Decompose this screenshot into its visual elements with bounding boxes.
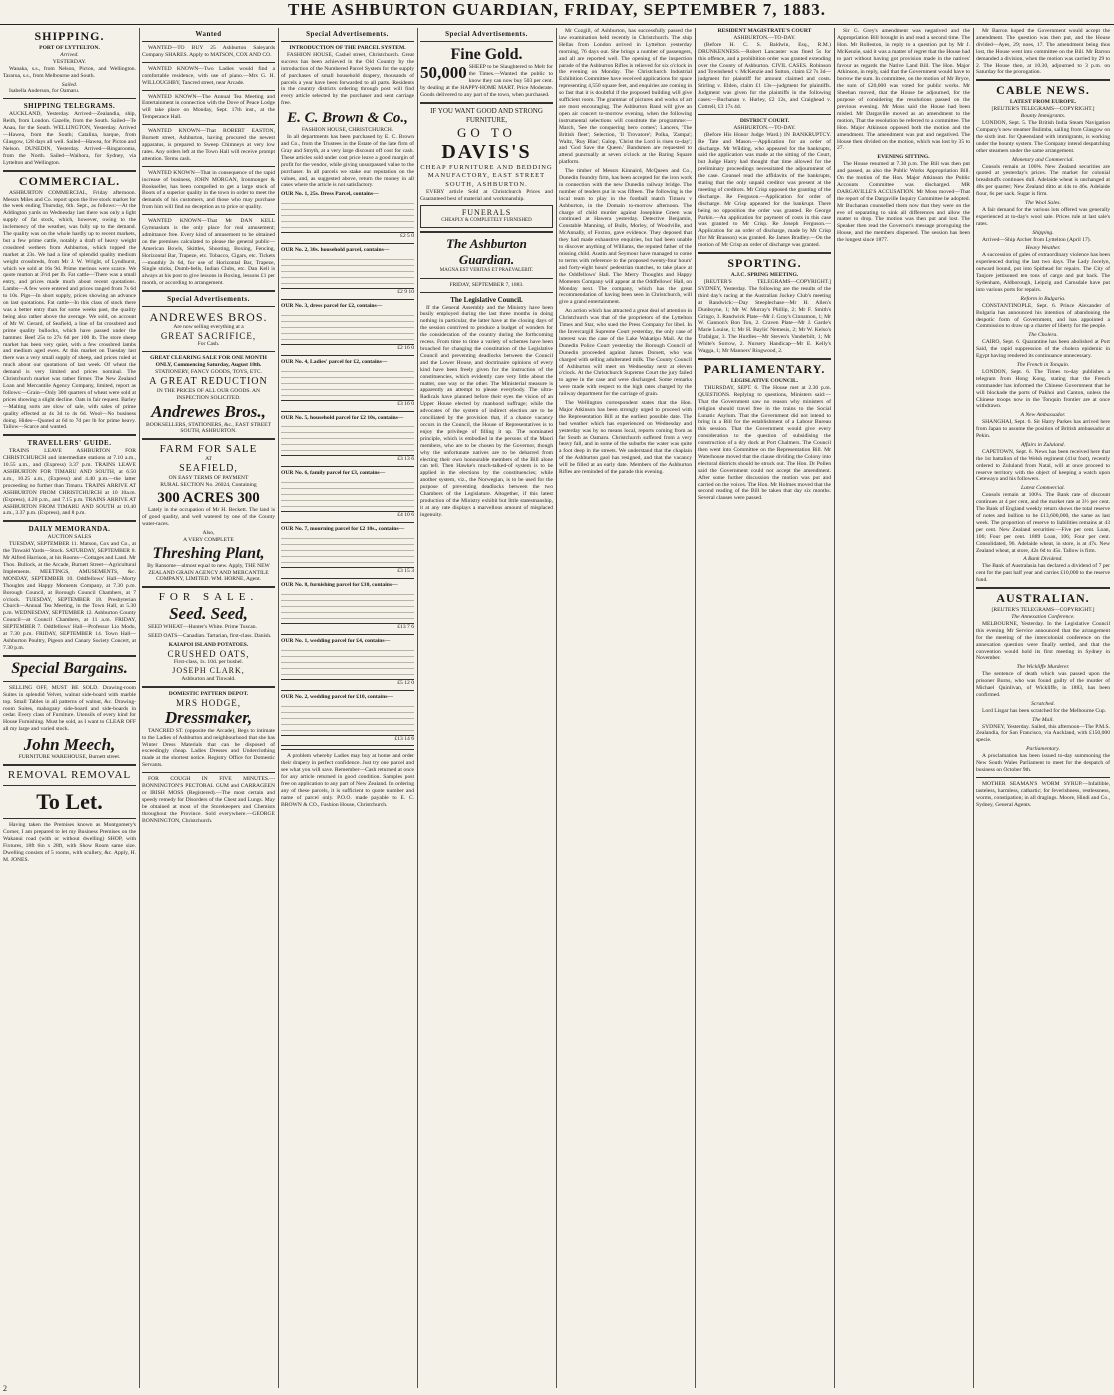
dressmaker-text: TANCRED ST. (opposite the Arcade), Begs to intimate to the Ladies of Ashburton and neighbourhood that she has Winter Dress Materials that can be disposed of exceedingly cheap. Ladies Dresses and Underclothing made at the shortest notice. Registry Office for Domestic Servants. — [142, 727, 275, 769]
parcel-item — [281, 247, 414, 300]
district-text: (Before His Honor Judge Ward.) IN BANKRUPTCY. Re Tate and Mason.—Application for an order of discharge. Mr Wilding, who appeared for the bankrupts, said the application was made at the sitting of the Court, but Judge Harry had thought that time allowed for the preliminary proceedings necessitated the adjournment of the case. Counsel read the affidavits of the bankrupts, stating that the only unpaid creditor was present at the meeting of creditors. Mr Crisp opposed the granting of the discharge. Re Ferguson.—Application for order of discharge. Mr Crisp appeared for the bankrupt. There being no opposition the order was granted. Re George Parkin.—An application for payment of costs in this case was granted to Mr Crisp. Re Joseph Ferguson.—Application for an order of discharge, made by Mr Crisp (for Mr Branson) was granted. Re James Bradley.—On the motion of Mr Crisp an order of discharge was granted. — [698, 131, 831, 249]
wanted-ad-2: WANTED KNOWN—Two Ladies would find a comfortable residence, with use of piano.—Mrs G. H. WILLOUGHBY, Tancred street, near Arcade. — [142, 65, 275, 86]
cough-ad: FOR COUGH IN FIVE MINUTES.—BONNINGTON'S PECTORAL GUM and CARRAGEEN or IRISH MOSS (Registered).—The most certain and speedy remedy for Disorders of the Chest and Lungs. May be obtained at most of the Storekeepers and Chemists throughout the Province. Sold everywhere.—GEORGE BONNINGTON, Christchurch. — [142, 776, 275, 824]
also-label: Also, — [202, 529, 215, 536]
kaiapoi-potatoes: KAIAPOI ISLAND POTATOES. — [168, 642, 249, 649]
parliament-text: THURSDAY, SEPT. 6. The House met at 2.30 p.m. QUESTIONS. Replying to questions, Ministers said:—That the Government saw no reason why ministers of religion should travel free in the trains to the Social Lunatic Asylum. That the Government did not intend to bring in a Bill for the establishment of a Labour Bureau this session. That the Government would give every consideration to the question of subsidising the construction of a dry dock at Port Chalmers. The Council then went into Committee on the Representation Bill. Mr Waterhouse moved that the clause dividing the Colony into electoral districts should be struck out. The Hon. Dr Pollen said the Government could not accept the amendment. After some further discussion the motion was put and carried on the voices. The Hon. Mr Holmes moved that the second reading of the Bill be taken that day six months. Several clauses were passed. — [698, 384, 831, 502]
column-rule — [973, 28, 974, 1388]
stationery-line: STATIONERY, FANCY GOODS, TOYS, ETC. — [155, 368, 262, 375]
clark-sub: Ashburton and Tinwald. — [181, 675, 236, 682]
meech-name: John Meech, — [23, 735, 116, 755]
parcel-contents-lines — [281, 254, 414, 288]
crushed-oats-sub: First-class, 1s. 10d. per bushel. — [173, 659, 244, 666]
sporting-sub: A.J.C. SPRING MEETING. — [730, 272, 799, 279]
parcel-contents-lines — [281, 533, 414, 567]
cable-text-5: A succession of gales of extraordinary violence has been experienced during the last two days. The Lady Jocelyn, outward bound, put into Spithead for repairs. The City of Tanjore jettisoned ten tons of cargo and put back. The Sydenham, Aldborough, Leipzig and Carnsdale have put into various ports for repairs. — [976, 252, 1110, 293]
parliament-continued: Sir G. Grey's amendment was negatived and the Appropriation Bill brought in and read a second time. The Hon. Mr Rolleston, in reply to a question put by Mr J. McKenzie, said it was a matter of regret that the House had to part without having got provision made in the natives' favour as regards the Native Land Bill. The Hon. Major Atkinson, in reply, said that the Government would have to borrow the sum. In committee, on the motion of Mr Bryce, the sum of £20,000 was voted for public works. Mr Sheehan moved, that the House be adjourned, for the purpose of considering the resolutions passed on the previous evening. Mr Moss said the House had been misled. Mr Dargaville moved as an amendment to the motion, That the resolution be referred to a committee. The Hon. Major Atkinson opposed both the motion and the amendment. The amendment was put and negatived. The House then divided on the motion, which was lost by 35 to 27. — [837, 28, 970, 152]
davis-text: EVERY article Sold at Christchurch Prices and Guaranteed best of material and workmanship. — [420, 189, 553, 202]
farm-terms: ON EASY TERMS OF PAYMENT — [168, 475, 249, 482]
seed-wheat: SEED WHEAT—Hunter's White. Prime Tuscan. — [148, 624, 257, 631]
andrewes-heading: ANDREWES BROS. — [149, 310, 268, 325]
parcel-item — [281, 303, 414, 356]
cable-copyright: [REUTER'S TELEGRAMS—COPYRIGHT.] — [991, 106, 1095, 113]
domestic-depot: DOMESTIC PATTERN DEPOT. — [168, 690, 249, 697]
travellers-heading: TRAVELLERS' GUIDE. — [27, 439, 112, 448]
goto-label: GO TO — [457, 124, 516, 140]
parcel-contents-lines — [281, 310, 414, 344]
bounty-heading: Bounty Immigrants. — [1020, 113, 1066, 120]
davis-sub: CHEAP FURNITURE AND BEDDING MANUFACTORY, EAST STREET SOUTH, ASHBURTON. — [420, 163, 553, 188]
travellers-text: TRAINS LEAVE ASHBURTON FOR CHRISTCHURCH and intermediate stations at 7.10 a.m., 10.55 a.m., and (Express) 3.37 p.m. TRAINS LEAVE ASHBURTON FOR TIMARU AND SOUTH, at 6.50 a.m., 10.25 a.m., (Express) and 4.40 p.m.—the latter proceeding no further than Timaru. TRAINS ARRIVE AT ASHBURTON FROM CHRISTCHURCH at 10 10a.m. (Express), 4.20 p.m., and 7.15 p.m. TRAINS ARRIVE AT ASHBURTON FROM TIMARU AND SOUTH at 10.40 a.m., 3.37 p.m. (Express), and 8 p.m. — [3, 448, 136, 517]
forsale-heading: FOR SALE. — [158, 591, 259, 604]
column-rule — [417, 28, 418, 1388]
parcel-contents-lines — [281, 421, 414, 455]
threshing-sub: By Ransome—almost equal to new. Apply, THE NEW ZEALAND GRAIN AGENCY AND MERCANTILE COMPANY, LIMITED. WM. HORNE, Agent. — [147, 562, 270, 583]
evening-text: The House resumed at 7.30 p.m. The Bill was then put and passed, as also the Public Works Appropriation Bill. On the motion of the Hon. Major Atkinson the Public Accounts Committee was discharged. MR DARGAVILLE'S ACCUSATION. Mr Moss moved—That the report of the Dargaville Inquiry Committee be adopted. Mr Buchanan counselled them now that they were on the eve of separating to sink all differences and allow the matter to drop. The motion was then put and lost. The Speaker then read the Governor's message proroguing the House, and the members dispersed. The session has been the longest since 1877. — [837, 161, 970, 244]
paper-title: The Ashburton Guardian. — [446, 235, 527, 267]
davis-heading: DAVIS'S — [441, 140, 532, 163]
daily-memoranda-heading: DAILY MEMORANDA. — [28, 525, 111, 534]
parliament-sub: LEGISLATIVE COUNCIL. — [730, 377, 799, 384]
column-6 — [698, 28, 831, 1388]
auction-label: AUCTION SALES — [47, 534, 92, 541]
district-heading: DISTRICT COURT. — [739, 117, 790, 124]
removal-heading: REMOVAL REMOVAL — [7, 769, 132, 782]
wanted-ad-4: WANTED KNOWN—That ROBERT EASTON, Burnett street, Ashburton, having procured the newest apparatus, is prepared to Sweep Chimneys at very low rates. Any orders left at the Town Hall will receive prompt attention. Terms cash. — [142, 128, 275, 162]
cable-sub: LATEST FROM EUROPE. — [1009, 99, 1077, 106]
local-news-3: An action which has attracted a great deal of attention in Christchurch was that of the proprietors of the Lyttelton Times and Star, who sued the Press Company for libel. In the Invercargill Supreme Court yesterday, the only case of interest was the case of the Lake Wakatipu Mail. At the Dunedin Police Court yesterday the Borough Council of Dunedin proceeded against James Dorsett, who was charged with selling adulterated milk. The County Council of Ashburton will meet on Wednesday next at eleven o'clock. At the Christchurch Supreme Court the jury failed to agree in the case and were discharged. Some remarks were made with respect to the high rates charged by the railway department for the carriage of grain. — [559, 308, 692, 398]
seed-oats: SEED OATS—Canadian. Tartarian, first-class. Danish. — [148, 633, 272, 640]
sailed-label: Sailed. — [61, 81, 78, 88]
paper-dateline: FRIDAY, SEPTEMBER 7, 1883. — [449, 281, 524, 288]
ambassador-heading: A New Ambassador. — [1020, 412, 1066, 419]
parliament-end: Mr Barron hoped the Government would accept the amendment. The question was then put, and the House divided—Ayes, 29; noes, 17. The amendment being thus lost, the House went into committee on the Bill. Mr Barron demanded a division, when the motion was carried by 29 to 2. The House then, at 10.30, adjourned to 3 p.m. on Saturday for the prorogation. — [976, 28, 1110, 76]
parcel-item — [281, 415, 414, 468]
wanted-ad-6: WANTED KNOWN—That Mr DAN KELL Gymnasium is the only place for real amusement; admittance free. Every kind of amusement to be obtained on the premises calculated to please the general public—American Bowls, Skittles, Shooting, Boxing, Fencing, Horizontal Bar, Trapeze, etc. Tobacco, Cigars, etc. Tickets—monthly 2s 6d, for use of Horizontal Bar, Trapeze, Single sticks, Dumb-bells, Indian Clubs, etc. Dan Kell is always at his post to give lessons in Boxing, lessons £1 per month, or according to arrangement. — [142, 218, 275, 287]
clearing-sale: GREAT CLEARING SALE FOR ONE MONTH ONLY, Commencing Saturday, August 18th. — [150, 355, 267, 368]
andrewes-line-1: Are now selling everything at a — [173, 324, 244, 331]
parcel-total: £3 16 0 — [281, 400, 414, 408]
column-rule — [139, 28, 140, 1388]
parcel-title: OUR No. 7, mourning parcel for £2 10s., contains— — [281, 526, 405, 533]
monetary-heading: Monetary and Commercial. — [1012, 156, 1074, 163]
aus-text-4: SYDNEY, Yesterday. Sailed, this afternoon—The P.M.S. Zealandia, for San Francisco, via Auckland, with £150,000 specie. — [976, 723, 1110, 744]
tonquin-heading: The French in Tonquin. — [1016, 361, 1070, 368]
column-4 — [420, 28, 553, 1388]
column-5 — [559, 28, 692, 1388]
threshing-heading: Threshing Plant, — [152, 544, 265, 562]
commercial-text: ASHBURTON COMMERCIAL, Friday afternoon. Messrs Miles and Co. report upon the live stock market for the week ending Thursday, 6th. Sept., as follows:—At the Addington yards on Wednesday last there was only a light supply of fat stock, which, however, owing to the inclemency of the weather, was fully up to the demand. The quality was on the whole hardly up to recent markets, but a few prime cattle, notably a draft of heavy weight crossbred wethers from Ashburton, which topped the market at 23s. We had a line of splendid quality medium weight crossbreds, from Mr J. W. Wright, of Lyndhurst, which we sold at 16s 9d. Prime merinos were scarce. We quote mutton at 3½d per lb. Fat cattle—There was a small entry, and prices made much about recent quotations. Lambs—A few were entered and prices ranged from 7s 6d to 10s. Pigs—In short supply, prices showing an advance on last quotations. Fat cattle—In this class of stock there was a better entry than for some weeks past, the quality being also rather above the average. We sold, on account of Mr W. Gerard, of Seafield, a line of fat crossbred and prime quality bullocks, which have passed under the hammer. Beef 25s to 27s 6d per 100 lb. The store sheep market has been very quiet, with a few crossbred lambs and medium aged ewes. At this market on Tuesday last there was a very small supply of sheep, and prices ruled at much about our quotations of last week. Of wheat the demand is very limited and prices nominal. The Christchurch market was rather firmer. The New Zealand Loan and Mercantile Agency Company, limited, report as follows:—Grain—Only 300 quarters of wheat were sold at prices showing a slight decline. Oats in fair request. Barley—Malting sorts are slow of sale, with sales of prime quality effected at 4s 3d to 4s 6d. Wool—No business doing. Hides—Quoted at 6d to 7d per lb for prime heavy. Tallow—Scarce and wanted. — [3, 189, 136, 431]
special-heading: Special Advertisements. — [445, 30, 528, 38]
mail-heading: The Mail. — [1032, 716, 1054, 723]
telegrams-text: AUCKLAND, Yesterday. Arrived—Zealandia, ship, Reith, from London. Gazelle, from the South. Sailed—Te Anau, for the South. WELLINGTON, Yesterday. Arrived—Hawea, from the South; Catalina, barque, from Glasgow, 128 days all well. Sailed—Hawea, for Picton and Nelson. DUNEDIN, Yesterday. Arrived—Ringarooma, from the North. Sailed—Waihora, for Sydney, via Lyttelton and Wellington. — [3, 111, 136, 166]
cable-text-4: Arrived—Ship Archer from Lyttelton (April 17). — [982, 236, 1092, 243]
parcel-item — [281, 694, 414, 747]
cable-text-3: A fair demand for the various lots offered was generally experienced at to-day's wool sale. Prices rule at last sale's rates. — [976, 206, 1110, 227]
latest-commercial-heading: Latest Commercial. — [1021, 485, 1065, 492]
parcel-title: OUR No. 2, wedding parcel for £10, contains— — [281, 693, 393, 700]
annexation-heading: The Annexation Conference. — [1011, 613, 1075, 620]
arrived-label: Arrived. — [60, 51, 79, 58]
parcel-item — [281, 638, 414, 691]
shipping-heading: SHIPPING. — [34, 29, 105, 43]
parcel-item — [281, 191, 414, 244]
parcel-title: OUR No. 2, 30s. household parcel, contains— — [281, 247, 390, 254]
wanted-ad-5: WANTED KNOWN—That in consequence of the rapid increase of business, JOHN MORGAN, Ironmonger & Bookseller, has been compelled to get a large stock of Boots of a superior quality in the town in order to meet the demands of his customers, and those who may purchase from him will find no deception as to price or quality. — [142, 169, 275, 211]
paper-motto: MAGNA EST VERITAS ET PRAEVALEBIT. — [439, 267, 534, 273]
finegold-heading: Fine Gold. — [450, 46, 523, 63]
zululand-heading: Affairs in Zululand. — [1021, 441, 1065, 448]
parcel-contents-lines — [281, 589, 414, 623]
seafield-heading: SEAFIELD, — [179, 463, 238, 475]
farm-heading: FARM FOR SALE — [159, 443, 258, 456]
resident-sub: ASHBURTON.—TO-DAY. — [733, 34, 796, 41]
parcel-title: OUR No. 1, 25s. Dress Parcel, contains— — [281, 191, 379, 198]
reduction-heading: A GREAT REDUCTION — [149, 375, 268, 387]
wanted-ad-3: WANTED KNOWN—The Annual Tea Meeting and Entertainment in connection with the Dove of Peace Lodge will take place on Monday, Sept. 17th inst., at the Temperance Hall. — [142, 93, 275, 121]
cable-text-6: CONSTANTINOPLE, Sept. 6. Prince Alexander of Bulgaria has announced his intention of abandoning the despotic form of Government, and has appointed a Commission to draw up a charter of liberty for the people. — [976, 302, 1110, 330]
australian-heading: AUSTRALIAN. — [996, 591, 1090, 606]
cable-text-7: CAIRO, Sept. 6. Quarantine has been abolished at Port Said, the rapid suppression of the cholera epidemic in Egypt having rendered its continuance unnecessary. — [976, 339, 1110, 360]
cable-text-9: SHANGHAI, Sept. 6. Sir Harry Parkes has arrived here from Japan to assume the position of British ambassador at Pekin. — [976, 419, 1110, 440]
column-3 — [281, 28, 414, 1388]
parcel-item — [281, 359, 414, 412]
sailed-text: Isabella Anderson, for Oamaru. — [9, 88, 80, 95]
special-heading: Special Advertisements. — [306, 30, 389, 38]
parliamentary-heading: Parliamentary. — [1026, 746, 1060, 753]
cable-text-10: CAPETOWN, Sept. 6. News has been received here that the 1st battalion of the Welsh regiment (41st foot), recently ordered to Zululand from Natal, will at once proceed to reserve territory with the object of keeping a watch upon Cetewayo and his followers. — [976, 448, 1110, 483]
resident-text: (Before H. C. S. Baldwin, Esq., R.M.) DRUNKENNESS.—Robert Lancaster was fined 5s for this offence, and a prohibition order was granted extending over the County of Ashburton. CIVIL CASES. Robinson and Townshend v. McKenzie and Sutton, claim £2 7s 3d—judgment for plaintiff for amount claimed and costs. Stirling v. Elden, claim £1 13s—judgment for plaintiffs. Judgment was given for the plaintiffs in the following cases:—Buchanan v. Hurley, £2 12s, and Craighead v. Cottrell, £3 17s 4d. — [698, 41, 831, 110]
parcel-title: OUR No. 8, furnishing parcel for £10, contains— — [281, 582, 398, 588]
parcel-total: £3 13 6 — [281, 455, 414, 463]
bargains-heading: Special Bargains. — [11, 659, 128, 677]
column-8 — [976, 28, 1110, 1388]
parcel-total: £2 9 10 — [281, 288, 414, 296]
local-news-2: The timber of Messrs Kinnaird, McQueen and Co., Dunedin foundry firm, has been accepted for the iron work in connection with the new Dunedin railway bridge. The number of tenders put in was fifteen. The following is the local team to play in the football match Timaru v Ashburton, in the Domain to-morrow afternoon. The charge of child murder against Josephine Green was continued at Hawera yesterday. Detective Benjamin, Constable Manning, of Bulls, Morley, of Woodville, and McAnnally, of Foxton, gave evidence. They deposed that they had made exhaustive enquiries, but had been unable to discover anything of Williams, the reputed father of the missing child. Austin and Seymour have managed to come to terms with reference to the proposed twenty-four hours' and forty-eight hours' pedestrian matches, to take place at the Oddfellows' Hall. The Merry Thoughts and Happy Moments Company will appear at the Oddfellows' Hall, on Monday next. The company, which has the great recommendation of having been seen in Christchurch, will give a grand entertainment. — [559, 168, 692, 306]
masthead-title: THE ASHBURTON GUARDIAN, FRIDAY, SEPTEMBER 7, 1883. — [287, 0, 827, 19]
parcel-item — [281, 526, 414, 579]
parcel-title: OUR No. 4, Ladies' parcel for £2, contains— — [281, 358, 388, 365]
editorial-heading: The Legislative Council. — [450, 295, 523, 304]
parcel-total: £2 16 0 — [281, 344, 414, 352]
brown-text: In all departments has been purchased by E. C. Brown and Co., from the Trustees in the Estate of the late firm of Gray and Smyth, at a very large discount off cost for cash. These articles sold under cost price leave a good margin of profit for the vendor, while giving unsurpassed value to the purchaser. In all parcels we stake our reputation on the values, and, as suggested above, return the money in all cases where the article is not satisfactory. — [281, 134, 414, 189]
cable-text-1: LONDON, Sept. 5. The British India Steam Navigation Company's new steamer Bulimba, sailing from Glasgow on the sixth inst. for Queensland with immigrants, is working under the bounty system. The Company intend despatching other steamers under the same arrangement. — [976, 120, 1110, 154]
cable-heading: CABLE NEWS. — [996, 83, 1090, 98]
tolet-text: Having taken the Premises known as Montgomery's Corner, I am prepared to let my Business Premises on the Wakanui road (with or without dwelling) SHOP, with Fixtures, 18ft 6in x 28ft, with Show Room same size. Dwelling consists of 5 rooms, with scullery, &c. Apply, H. M. JONES. — [3, 822, 136, 863]
parcel-contents-lines — [281, 366, 414, 400]
sheep-text: SHEEP to be Slaughtered to Melt for the Times.—Wanted the public to know they can now buy 503 per cent. by dealing at the HAPPY-HOME MART. Price Moderate. Goods delivered to any part of the town, when purchased. — [420, 64, 553, 98]
cable-text-11: Consols remain at 100¼. The Bank rate of discount continues at 4 per cent, and the market rate at 3½ per cent. The Bank of England weekly return shows the total reserve of notes and bullion to be £13,600,000, the same as last week. The proportion of reserve to liabilities remains at 43 per cent. New Zealand securities:—Five per cent. Loan, 106; Four per cent. 1889 Loan, 106; Four per cent. Consolidated, 96. Adelaide wheat, in store, is at 47s. New Zealand wheat, at store, 42s 6d to 45s. Tallow is firm. — [976, 492, 1110, 554]
parcel-title: OUR No. 3, dress parcel for £2, contains— — [281, 302, 383, 309]
andrewes-bros-name: Andrewes Bros., — [151, 401, 266, 421]
telegrams-heading: SHIPPING TELEGRAMS. — [23, 102, 116, 111]
commercial-heading: COMMERCIAL. — [18, 173, 121, 188]
meech-sub: FURNITURE WAREHOUSE, Burnett street. — [18, 754, 121, 761]
parcel-item — [281, 470, 414, 523]
parcel-contents-lines — [281, 701, 414, 735]
parcel-fine-print: A problem whereby Ladies may buy at home and order their drapery in perfect confidence. Just try one parcel and see what you will save. Remember—Cash returned at once for any article returned in good condition. Samples post free on application to any part of New Zealand. In ordering any of these parcels, it is sufficient to quote number and name of parcel only. P.O.O. made payable to E. C. BROWN & CO., Fashion House, Christchurch. — [281, 753, 414, 808]
wanted-heading: Wanted — [195, 30, 222, 38]
sporting-heading: SPORTING. — [727, 256, 802, 271]
farm-text: Lately in the occupation of Mr H. Beckett. The land is of good quality, and well watered by one of the County water-races. — [142, 507, 275, 527]
parcel-text: FASHION HOUSE, Cashel street, Christchurch. Great success has been achieved in the Old Country by the introduction of the Numbered Parcel System for the supply of purchases of small household drapery, thousands of parcels a year have been forwarded to all parts. Residents in the country districts ordering through post will find every article selected by the purchaser and sent carriage free. — [281, 51, 414, 107]
local-news-1: Mr Cozgill, of Ashburton, has successfully passed the law examination held recently in Christchurch. The ship Hellas from London arrived in Lyttelton yesterday morning, 76 days out. She brings a number of passengers, and all are reported well. The opening of the inspection parade of the Ashburton Rifles is relieved for six o'clock in the evening on Monday. The Christchurch Industrial Exhibition Committee have received applications for space representing 4,550 square feet, and enquiries are coming in so fast that it is doubtful if the proposed building will give sufficient room. The grammar of pictures and works of art are most encouraging. The Ashburton Band will give an open air concert to-morrow evening, when the following instrumental selections will constitute the programme:—March, 'See the conquering hero comes'; Lancers, 'The British fleet'; Selection, 'Il Trovatore'; Polka, 'Zampa'; Waltz, 'Ruy Blas'; Galop, 'Christ the Lord is risen to-day'; and 'God Save the Queen.' Bandsmen are requested to attend punctually at seven o'clock at the Baring Square platform. — [559, 28, 692, 166]
district-sub: ASHBURTON.—TO-DAY. — [733, 124, 796, 131]
aus-text-1: MELBOURNE, Yesterday. In the Legislative Council this evening Mr Service announced that the arrangement for the meeting of the intercolonial conference on the annexation question were finally settled, and that the convention would hold its first meeting in Sydney in November. — [976, 620, 1110, 662]
parcel-title: OUR No. 5, household parcel for £2 10s, contains— — [281, 414, 404, 421]
parcel-contents-lines — [281, 477, 414, 511]
parcel-total: £4 10 6 — [281, 511, 414, 519]
worm-syrup-ad: MOTHER SEAMAN'S WORM SYRUP.—Infallible, tasteless, harmless, cathartic; for feverishness, restlessness, worms, constipation; in all dragings. Moore, Hindi and Co., Sydney, General Agents. — [976, 780, 1110, 808]
parcel-total: £5 12 0 — [281, 679, 414, 687]
parcel-contents-lines — [281, 198, 414, 232]
aus-text-3: Lord Lisgar has been scratched for the Melbourne Cup. — [982, 707, 1107, 714]
cable-text-8: LONDON, Sept. 6. The Times to-day publishes a telegram from Hong Kong, stating that the French commander has informed the Chinese Government that he will blockade the ports of Pakhoi and Canton, unless the Chinese troops now in the Tonquin frontier are at once withdrawn. — [976, 368, 1110, 410]
bank-dividend-heading: A Bank Dividend. — [1023, 556, 1063, 563]
column-7 — [837, 28, 970, 1388]
scratched-heading: Scratched. — [1031, 700, 1055, 707]
brown-sub: FASHION HOUSE, CHRISTCHURCH. — [301, 127, 394, 134]
wanted-ad-1: WANTED—TO BUY 25 Ashburton Saleyards Company SHARES. Apply to MATSON, COX AND CO. — [142, 45, 275, 58]
andrewes-line-3: For Cash. — [197, 341, 220, 348]
farm-at: AT — [205, 456, 212, 463]
parcel-total: £13 7 6 — [281, 623, 414, 631]
column-rule — [834, 28, 835, 1388]
cholera-heading: The Cholera. — [1028, 332, 1058, 339]
wool-heading: The Wool Sales. — [1025, 200, 1061, 207]
sheep-number: 50,000 — [420, 64, 467, 82]
local-news-4: The Wellington correspondent states that the Hon. Major Atkinson has been strongly urged to proceed with the Representation Bill at the earliest possible date. The bad weather which has experienced on Wednesday and yesterday was by no means local, reports coming from as far South as Oamaru. Christchurch suffered from a very heavy fall, and in some of the suburbs the water was quite a foot deep in the streets. We understand that the chaplain of the Ashburton gaol has resigned, and that the vacancy will be filled at an early date. Members of the Ashburton Rifles are reminded of the parade this evening. — [559, 400, 692, 476]
column-rule — [695, 28, 696, 1388]
column-rule — [278, 28, 279, 1388]
aus-text-5: A proclamation has been issued to-day summoning the New South Wales Parliament to meet for the despatch of business on October 9th. — [976, 753, 1110, 773]
arrivals-text: Wanaka, s.s., from Nelson, Picton, and Wellington. Tararua, s.s., from Melbourne and South. — [3, 65, 136, 79]
davis-intro: IF YOU WANT GOOD AND STRONG FURNITURE, — [430, 106, 543, 124]
parcel-title: OUR No. 1, wedding parcel for £4, contains— — [281, 637, 391, 644]
sporting-text: [REUTER'S TELEGRAMS—COPYRIGHT.] SYDNEY, Yesterday. The following are the results of the third day's racing at the Australian Jockey Club's meeting at Randwick:—Day Steeplechase—Mr H. Allen's Dunboyne, 1; Mr W. Murray's Phillip, 2; Mr F. Smith's Gringo, 3. Randwick Plate—Mr J. Gray's Cinnamon, 1; Mr W. Gannon's Bon Ton, 2. Craven Plate—Mr J. Garde's Marie Louise, 1; Mr H. Baylis' Nemesis, 2; Mr W. Kelso's Trafalgar, 3. The Hurdles—Mr Steven's Vanderbilt, 1; Mr White's Sorrow, 2. Nursery Handicap—Mr E. Kelly's Wagga, 1; Mr Manners' Ringwood, 2. — [698, 279, 831, 355]
editorial-text: If the General Assembly and the Ministry have been busily employed during the last three months in doing nothing in particular, the latter have at the closing days of the session contrived to produce a budget of wonders for the consideration of the country during the forthcoming recess. From time to time a variety of schemes have been broached for changing the constitution of the Legislative Council and preventing deadlocks between the Council and the Lower House, and doctrinaire opinions of every kind have been freely given for the instruction of the constituencies, which evidently care very little about the matter, one way or the other. The Ministerial measure is apparently an attempt to please everybody. The ultra-Radicals have planned before their eyes the vision of an Upper House elected by manhood suffrage; while the advocates of the system of indirect election are to be conciliated by the provision that, if a chance vacancy occurs in the Council, the House of Representatives is to enjoy the privilege of filling it up. The nominated principle, which is embodied in the persons of the Maori members, who are to be chosen by the Governor, though why the unfortunate natives are to be debarred from electing their own honourable members of the Bill alone can tell. Then Hawke's much-talked-of system is to be applied in the elections by the constituencies; while another system, viz., the Norwegian, is to be used for the purpose of preventing deadlocks between the two Chambers of the Legislature. Altogether, if this latest production of the Ministry exhibit but little statesmanship, it at any rate displays a marvellous amount of misplaced ingenuity. — [420, 304, 553, 518]
funerals-heading: FUNERALS — [461, 207, 512, 217]
yesterday-label: YESTERDAY. — [52, 58, 87, 65]
clark-name: JOSEPH CLARK, — [172, 665, 245, 675]
brown-name: E. C. Brown & Co., — [287, 110, 408, 127]
parcel-total: £2 5 0 — [281, 232, 414, 240]
andrewes-line-2: GREAT SACRIFICE, — [160, 331, 257, 342]
column-2 — [142, 28, 275, 1388]
special-heading: Special Advertisements. — [167, 295, 250, 304]
cable-text-2: Consols remain at 100⅝. New Zealand securities are quoted at yesterday's prices. The market for colonial breadstuffs continues dull. Adelaide wheat is unchanged at 48s per quarter; New Zealand ditto at 44s to 46s. Adelaide flour, 6s per sack. Sugar is firm. — [976, 163, 1110, 198]
dressmaker-heading: Dressmaker, — [164, 707, 253, 727]
column-1 — [3, 28, 136, 1388]
heavy-heading: Heavy Weather. — [1025, 245, 1061, 252]
seed-heading: Seed. Seed, — [169, 604, 248, 624]
parcel-item — [281, 582, 414, 635]
parcel-contents-lines — [281, 645, 414, 679]
complete-label: A VERY COMPLETE — [183, 536, 234, 543]
parcel-total: £3 15 3 — [281, 567, 414, 575]
port-heading: PORT OF LYTTELTON. — [39, 45, 100, 51]
column-rule — [556, 28, 557, 1388]
rural-section: RURAL SECTION No. 26024, Containing — [160, 482, 257, 489]
parcel-total: £13 14 6 — [281, 735, 414, 743]
daily-text: TUESDAY, SEPTEMBER 11. Matson, Cox and Co., at the Tinwald Yards—Stock. SATURDAY, SEPTEMBER 8. Mr Alfred Harrison, at his Rooms—Cottages and Land. Mr Thos. Bullock, at the Arcade, Burnett Street—Agricultural Implements. MEETINGS, AMUSEMENTS, &c. MONDAY, SEPTEMBER 10. Oddfellows' Hall—Morty Thoughts and Happy Moments Company, at 7.30 p.m. Borough Council, at Borough Council Chambers, at 7 o'clock. TUESDAY, SEPTEMBER 18. Presbyterian Church—Annual Tea Meeting, in the Town Hall, at 5.30 p.m. WEDNESDAY, SEPTEMBER 12. Ashburton County Council—at Council Chambers, at 11 a.m. FRIDAY, SEPTEMBER 7. Oddfellows' Hall—Professor Lio Modo, at 7.30 p.m. FRIDAY, SEPTEMBER 14. Town Hall—Ashburton Poultry, Pigeon and Canary Society Concert, at 7.30 p.m. — [3, 541, 136, 651]
aus-text-2: The sentence of death which was passed upon the prisoner Burns, who was found guilty of the murder of Michael Quinlivan, of Wickliffe, in 1883, has been confirmed. — [976, 671, 1110, 698]
cable-text-12: The Bank of Australasia has declared a dividend of 7 per cent for the past half year and carries £10,000 to the reserve fund. — [976, 563, 1110, 584]
shipping-heading: Shipping. — [1032, 229, 1054, 236]
crushed-oats: CRUSHED OATS, — [167, 649, 250, 660]
reduction-sub: IN THE PRICES OF ALL OUR GOODS. AN INSPECTION SOLICITED. — [156, 387, 261, 401]
andrewes-bros-sub: BOOKSELLERS, STATIONERS, &c., EAST STREET SOUTH, ASHBURTON. — [145, 421, 271, 435]
parcel-title: OUR No. 6, family parcel for £3, contains— — [281, 470, 386, 477]
masthead — [0, 0, 1114, 25]
acres-heading: 300 ACRES 300 — [157, 490, 260, 507]
resident-heading: RESIDENT MAGISTRATE'S COURT — [717, 28, 812, 34]
wickliffe-heading: The Wickliffe Murderer. — [1016, 664, 1070, 671]
hodge-name: MRS HODGE, — [175, 697, 241, 708]
bargains-text: SELLING OFF, MUST BE SOLD. Drawing-room Suites in splendid Velvet, walnut side-board with marble top. Small Tables in all patterns of walnut, &c. Drawing-room Suites, mahogany side-board and side-boards in cedar. Every class of Furniture. Utensils of every kind for House Furnishing. Must be sold, as I want to CLEAR OFF all my large and varied stock. — [3, 684, 136, 733]
evening-heading: EVENING SITTING. — [877, 154, 930, 161]
australian-copyright: [REUTER'S TELEGRAMS—COPYRIGHT.] — [991, 607, 1095, 614]
tolet-heading: To Let. — [36, 789, 103, 815]
parcel-list — [281, 191, 414, 746]
parliament-heading: PARLIAMENTARY. — [703, 361, 826, 376]
parcel-heading: INTRODUCTION OF THE PARCEL SYSTEM. — [289, 45, 406, 51]
page-number: 2 — [3, 1384, 7, 1393]
bulgaria-heading: Reform in Bulgaria. — [1020, 295, 1066, 302]
funerals-sub: CHEAPLY & COMPLETELY FURNISHED — [441, 217, 532, 223]
